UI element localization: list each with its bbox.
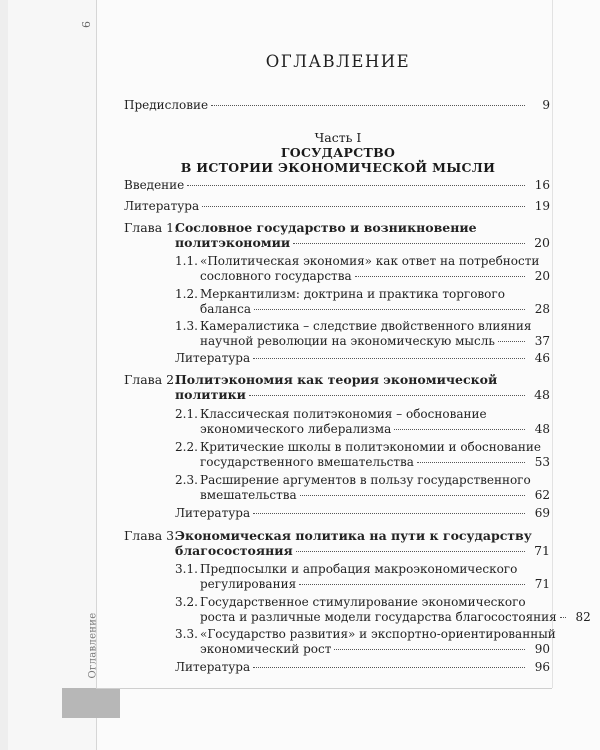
chapter-3-title-line-2[interactable] (175, 543, 550, 558)
dot-leader (355, 276, 525, 277)
entry-page: 46 (534, 351, 550, 365)
dot-leader (249, 395, 525, 396)
dot-leader (202, 206, 525, 207)
section-1-2-line-1[interactable]: Меркантилизм: доктрина и практика торгового (200, 287, 505, 301)
section-3-3-line-1[interactable]: «Государство развития» и экспортно-ориентированный (200, 627, 556, 641)
entry-page: 96 (534, 660, 550, 674)
section-3-2-num: 3.2. (175, 595, 198, 609)
section-2-2-line-2[interactable] (200, 455, 550, 470)
left-margin-strip (0, 0, 97, 750)
part-title-line-2: В ИСТОРИИ ЭКОНОМИЧЕСКОЙ МЫСЛИ (180, 160, 496, 175)
section-1-2-line-2[interactable] (200, 302, 550, 317)
toc-page (124, 0, 591, 688)
entry-page: 20 (534, 269, 550, 283)
side-running-head: Оглавление (87, 612, 99, 679)
entry-label: экономический рост (200, 642, 332, 656)
entry-label: государственного вмешательства (200, 455, 414, 469)
dot-leader (299, 584, 525, 585)
chapter-1-title-line-2[interactable] (175, 235, 550, 250)
section-3-3-line-2[interactable] (200, 642, 550, 657)
chapter-2-label: Глава 2. (124, 372, 179, 387)
section-2-2-line-1[interactable]: Критические школы в политэкономии и обоснование (200, 440, 541, 454)
dot-leader (300, 495, 525, 496)
part-title-line-1: ГОСУДАРСТВО (280, 145, 396, 160)
section-3-2-line-2[interactable] (200, 610, 591, 625)
entry-label: баланса (200, 302, 252, 316)
entry-label: экономического либерализма (200, 422, 392, 436)
section-2-1-line-2[interactable] (200, 422, 550, 437)
grey-margin-block (62, 688, 120, 718)
chapter-2-title-line-2[interactable] (175, 387, 550, 402)
dot-leader (293, 243, 525, 244)
chapter-3-title-line-1[interactable]: Экономическая политика на пути к государству (175, 528, 532, 543)
entry-label: Введение (124, 178, 185, 192)
dot-leader (498, 341, 525, 342)
entry-label: Литература (175, 351, 251, 365)
entry-page: 48 (534, 387, 550, 402)
entry-page: 48 (534, 422, 550, 436)
chapter-2-literature[interactable] (175, 506, 550, 521)
toc-entry-preface[interactable] (124, 98, 550, 113)
section-1-1-line-1[interactable]: «Политическая экономия» как ответ на потребности (200, 254, 540, 268)
section-1-3-line-2[interactable] (200, 334, 550, 349)
section-3-2-line-1[interactable]: Государственное стимулирование экономического (200, 595, 526, 609)
section-1-1-num: 1.1. (175, 254, 198, 268)
entry-page: 71 (534, 577, 550, 591)
side-page-number: 9 (79, 21, 92, 28)
dot-leader (394, 429, 525, 430)
section-3-1-line-1[interactable]: Предпосылки и апробация макроэкономического (200, 562, 518, 576)
entry-page: 82 (575, 610, 591, 624)
entry-page: 90 (534, 642, 550, 656)
gutter-shadow (0, 0, 8, 750)
entry-label: политики (175, 387, 246, 402)
dot-leader (560, 617, 566, 618)
dot-leader (296, 551, 525, 552)
entry-label: научной революции на экономическую мысль (200, 334, 495, 348)
dot-leader (254, 309, 525, 310)
dot-leader (253, 358, 525, 359)
chapter-1-label: Глава 1. (124, 220, 179, 235)
section-1-1-line-2[interactable] (200, 269, 550, 284)
chapter-2-title-line-1[interactable]: Политэкономия как теория экономической (175, 372, 498, 387)
toc-entry-literature[interactable] (124, 199, 550, 214)
entry-label: роста и различные модели государства благосостояния (200, 610, 557, 624)
entry-page: 37 (534, 334, 550, 348)
entry-label: Литература (124, 199, 200, 213)
entry-label: Литература (175, 660, 251, 674)
section-1-3-line-1[interactable]: Камералистика – следствие двойственного влияния (200, 319, 532, 333)
entry-page: 28 (534, 302, 550, 316)
entry-page: 69 (534, 506, 550, 520)
section-2-1-line-1[interactable]: Классическая политэкономия – обоснование (200, 407, 487, 421)
chapter-1-literature[interactable] (175, 351, 550, 366)
entry-label: Литература (175, 506, 251, 520)
section-2-2-num: 2.2. (175, 440, 198, 454)
section-3-3-num: 3.3. (175, 627, 198, 641)
entry-label: регулирования (200, 577, 297, 591)
dot-leader (187, 185, 525, 186)
page-bottom-edge (96, 688, 552, 689)
entry-label: Предисловие (124, 98, 209, 112)
entry-page: 9 (542, 98, 550, 112)
entry-page: 62 (534, 488, 550, 502)
section-2-3-line-2[interactable] (200, 488, 550, 503)
toc-title: ОГЛАВЛЕНИЕ (265, 52, 411, 71)
entry-label: вмешательства (200, 488, 297, 502)
section-2-3-num: 2.3. (175, 473, 198, 487)
part-label: Часть I (314, 130, 362, 145)
section-3-1-num: 3.1. (175, 562, 198, 576)
section-1-3-num: 1.3. (175, 319, 198, 333)
entry-label: благосостояния (175, 543, 293, 558)
dot-leader (334, 649, 525, 650)
section-2-3-line-1[interactable]: Расширение аргументов в пользу государственного (200, 473, 531, 487)
dot-leader (211, 105, 525, 106)
entry-page: 53 (534, 455, 550, 469)
entry-label: сословного государства (200, 269, 352, 283)
dot-leader (253, 667, 525, 668)
entry-page: 19 (534, 199, 550, 213)
chapter-3-label: Глава 3. (124, 528, 179, 543)
dot-leader (417, 462, 525, 463)
section-1-2-num: 1.2. (175, 287, 198, 301)
entry-page: 71 (534, 543, 550, 558)
entry-page: 16 (534, 178, 550, 192)
section-3-1-line-2[interactable] (200, 577, 550, 592)
chapter-3-literature[interactable] (175, 660, 550, 675)
section-2-1-num: 2.1. (175, 407, 198, 421)
entry-label: политэкономии (175, 235, 291, 250)
dot-leader (253, 513, 525, 514)
chapter-1-title-line-1[interactable]: Сословное государство и возникновение (175, 220, 477, 235)
toc-entry-intro[interactable] (124, 178, 550, 193)
entry-page: 20 (534, 235, 550, 250)
